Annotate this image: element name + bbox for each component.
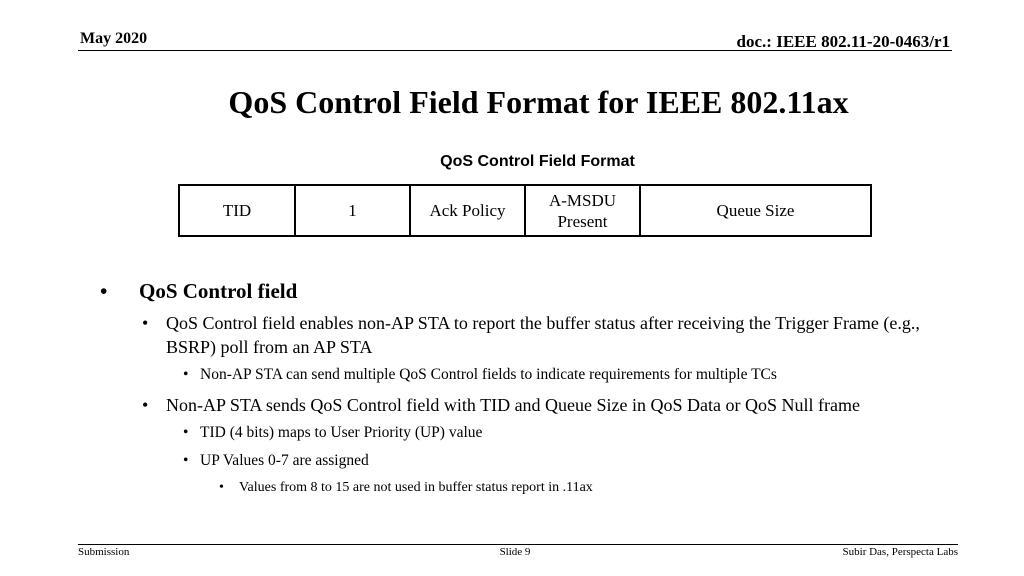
field-eosp-bit-label: 1 (348, 201, 357, 220)
bullet-dot-icon: • (183, 424, 189, 441)
bullet-dot-icon: • (142, 313, 149, 333)
field-queue-size-label: Queue Size (716, 201, 795, 220)
bullet-subsubitem-text: Values from 8 to 15 are not used in buffer status report in .11ax (239, 480, 593, 495)
bullet-subitem (100, 423, 964, 443)
field-ack-policy-label: Ack Policy (429, 201, 506, 220)
field-queue-size (639, 184, 872, 237)
header-doc-id: doc.: IEEE 802.11-20-0463/r1 (736, 32, 950, 51)
bullet-dot-icon: • (219, 480, 224, 495)
bullet-dot-icon: • (142, 395, 149, 415)
bullet-subitem (100, 365, 964, 385)
bullet-dot-icon: • (183, 452, 189, 469)
bullet-subitem (100, 451, 964, 471)
bullet-heading-text: QoS Control field (139, 279, 298, 303)
bullet-dot-icon: • (183, 366, 189, 383)
field-tid-label: TID (222, 201, 252, 220)
field-ack-policy (409, 184, 526, 237)
bullet-subitem-text: Non-AP STA can send multiple QoS Control fields to indicate requirements for multiple TCs (200, 366, 777, 383)
bullet-item-text: Non-AP STA sends QoS Control field with TID and Queue Size in QoS Data or QoS Null frame (166, 395, 860, 415)
footer-divider (78, 544, 958, 545)
footer-slide-number: Slide 9 (499, 546, 531, 558)
header-date: May 2020 (80, 30, 148, 47)
bullet-item-text: QoS Control field enables non-AP STA to report the buffer status after receiving the Trigger Frame (e.g., BSRP) poll from an AP STA (166, 313, 920, 357)
field-format-caption: QoS Control Field Format (440, 153, 635, 170)
bullet-subitem-text: TID (4 bits) maps to User Priority (UP) value (200, 424, 483, 441)
bullet-item (100, 393, 964, 417)
field-amsdu-present-label: A-MSDU Present (548, 190, 617, 231)
field-amsdu-present (524, 184, 641, 237)
footer-author: Subir Das, Perspecta Labs (842, 546, 958, 558)
bullet-dot-icon: • (100, 279, 108, 303)
field-tid (178, 184, 296, 237)
qos-control-field-diagram (178, 184, 872, 237)
slide-title: QoS Control Field Format for IEEE 802.11ax (228, 84, 849, 120)
footer-submission: Submission (78, 546, 130, 558)
header-divider (78, 50, 952, 51)
field-eosp-bit (294, 184, 411, 237)
bullet-subitem-text: UP Values 0-7 are assigned (200, 452, 369, 469)
bullet-list (100, 278, 964, 497)
bullet-subsubitem (100, 479, 964, 497)
bullet-item (100, 311, 964, 359)
bullet-heading (100, 278, 964, 304)
